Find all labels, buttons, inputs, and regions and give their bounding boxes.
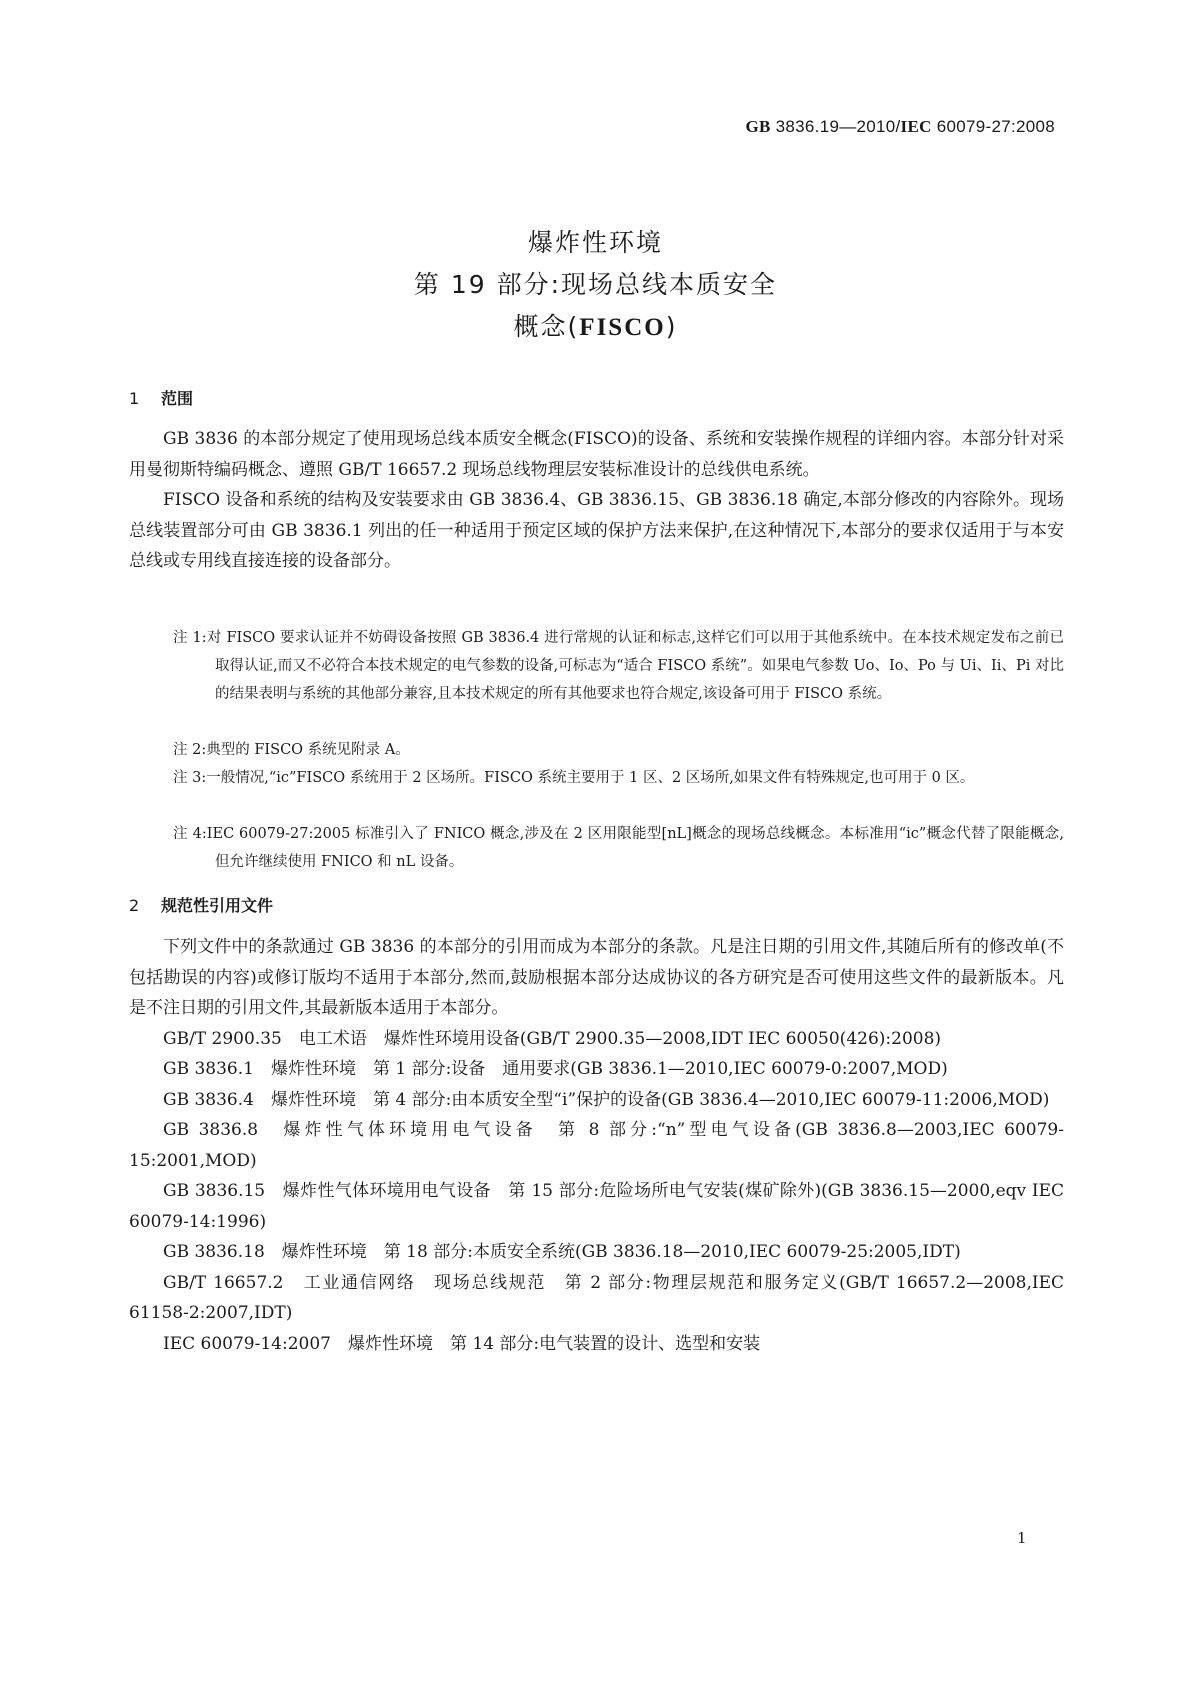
section-title: 规范性引用文件 — [161, 896, 274, 915]
section-2-heading — [129, 893, 273, 916]
note-label: 注 1: — [173, 630, 207, 646]
code-prefix: GB — [745, 117, 771, 136]
note-3 — [173, 764, 1064, 792]
section-1-heading — [129, 386, 193, 409]
standard-code-header — [745, 117, 1055, 137]
note-text: 一般情况,“ic”FISCO 系统用于 2 区场所。FISCO 系统主要用于 1 区、2 区场所,如果文件有特殊规定,也可用于 0 区。 — [206, 770, 975, 786]
section-title: 范围 — [161, 389, 194, 408]
note-text: IEC 60079-27:2005 标准引入了 FNICO 概念,涉及在 2 区用限能型[nL]概念的现场总线概念。本标准用“ic”概念代替了限能概念,但允许继续使用 FNICO 和 nL 设备。 — [206, 826, 1064, 870]
title-acronym: FISCO — [579, 314, 666, 341]
note-label: 注 2: — [173, 742, 207, 758]
document-title — [0, 222, 1191, 349]
code-iec: IEC — [900, 117, 932, 136]
reference-item: GB 3836.15 爆炸性气体环境用电气设备 第 15 部分:危险场所电气安装(煤矿除外)(GB 3836.15—2000,eqv IEC 60079-14:1996) — [129, 1181, 1064, 1232]
reference-item: GB/T 2900.35 电工术语 爆炸性环境用设备(GB/T 2900.35—2008,IDT IEC 60050(426):2008) — [163, 1028, 942, 1049]
note-text: 典型的 FISCO 系统见附录 A。 — [206, 742, 410, 758]
code-part: 3836.19—2010/ — [770, 117, 901, 136]
title-line-2: 第 19 部分:现场总线本质安全 — [413, 270, 778, 299]
reference-item: GB/T 16657.2 工业通信网络 现场总线规范 第 2 部分:物理层规范和服务定义(GB/T 16657.2—2008,IEC 61158-2:2007,IDT) — [129, 1272, 1064, 1323]
title-line-3-suffix: ) — [665, 312, 678, 341]
note-label: 注 4: — [173, 826, 207, 842]
reference-item: GB 3836.4 爆炸性环境 第 4 部分:由本质安全型“i”保护的设备(GB 3836.4—2010,IEC 60079-11:2006,MOD) — [163, 1089, 1050, 1110]
note-4 — [173, 820, 1064, 876]
title-line-3 — [0, 306, 1191, 349]
section-number: 1 — [129, 389, 140, 408]
reference-item: IEC 60079-14:2007 爆炸性环境 第 14 部分:电气装置的设计、选型和安装 — [163, 1333, 761, 1354]
code-iec-number: 60079-27:2008 — [931, 117, 1055, 136]
note-1 — [173, 624, 1064, 708]
note-2 — [173, 736, 1064, 764]
paragraph: GB 3836 的本部分规定了使用现场总线本质安全概念(FISCO)的设备、系统和安装操作规程的详细内容。本部分针对采用曼彻斯特编码概念、遵照 GB/T 16657.2 现场总线物理层安装标准设计的总线供电系统。 — [129, 429, 1064, 480]
reference-item: GB 3836.1 爆炸性环境 第 1 部分:设备 通用要求(GB 3836.1—2010,IEC 60079-0:2007,MOD) — [163, 1059, 948, 1079]
section-2-body — [129, 932, 1064, 1359]
paragraph: 下列文件中的条款通过 GB 3836 的本部分的引用而成为本部分的条款。凡是注日期的引用文件,其随后所有的修改单(不包括勘误的内容)或修订版均不适用于本部分,然而,鼓励根据本部分达成协议的各方研究是否可使用这些文件的最新版本。凡是不注日期的引用文件,其最新版本适用于本部分。 — [129, 937, 1065, 1018]
title-line-3-prefix: 概念( — [513, 312, 580, 341]
note-text: 对 FISCO 要求认证并不妨碍设备按照 GB 3836.4 进行常规的认证和标志,这样它们可以用于其他系统中。在本技术规定发布之前已取得认证,而又不必符合本技术规定的电气参数的设备,可标志为“适合 FISCO 系统”。如果电气参数 Uo、Io、Po 与 Ui、Ii、Pi 对比的结果表明与系统的其他部分兼容,且本技术规定的所有其他要求也符合规定,该设备可用于 FISCO 系统。 — [206, 630, 1064, 702]
page-number: 1 — [1017, 1529, 1027, 1547]
section-1-body — [129, 424, 1064, 577]
reference-item: GB 3836.18 爆炸性环境 第 18 部分:本质安全系统(GB 3836.18—2010,IEC 60079-25:2005,IDT) — [163, 1242, 961, 1262]
note-label: 注 3: — [173, 770, 207, 786]
paragraph: FISCO 设备和系统的结构及安装要求由 GB 3836.4、GB 3836.15、GB 3836.18 确定,本部分修改的内容除外。现场总线装置部分可由 GB 3836.1 列出的任一种适用于预定区域的保护方法来保护,在这种情况下,本部分的要求仅适用于与本安总线或专用线直接连接的设备部分。 — [129, 490, 1064, 571]
reference-item: GB 3836.8 爆炸性气体环境用电气设备 第 8 部分:“n”型电气设备(GB 3836.8—2003,IEC 60079-15:2001,MOD) — [129, 1120, 1064, 1171]
title-line-1: 爆炸性环境 — [527, 228, 663, 257]
section-number: 2 — [129, 896, 140, 915]
